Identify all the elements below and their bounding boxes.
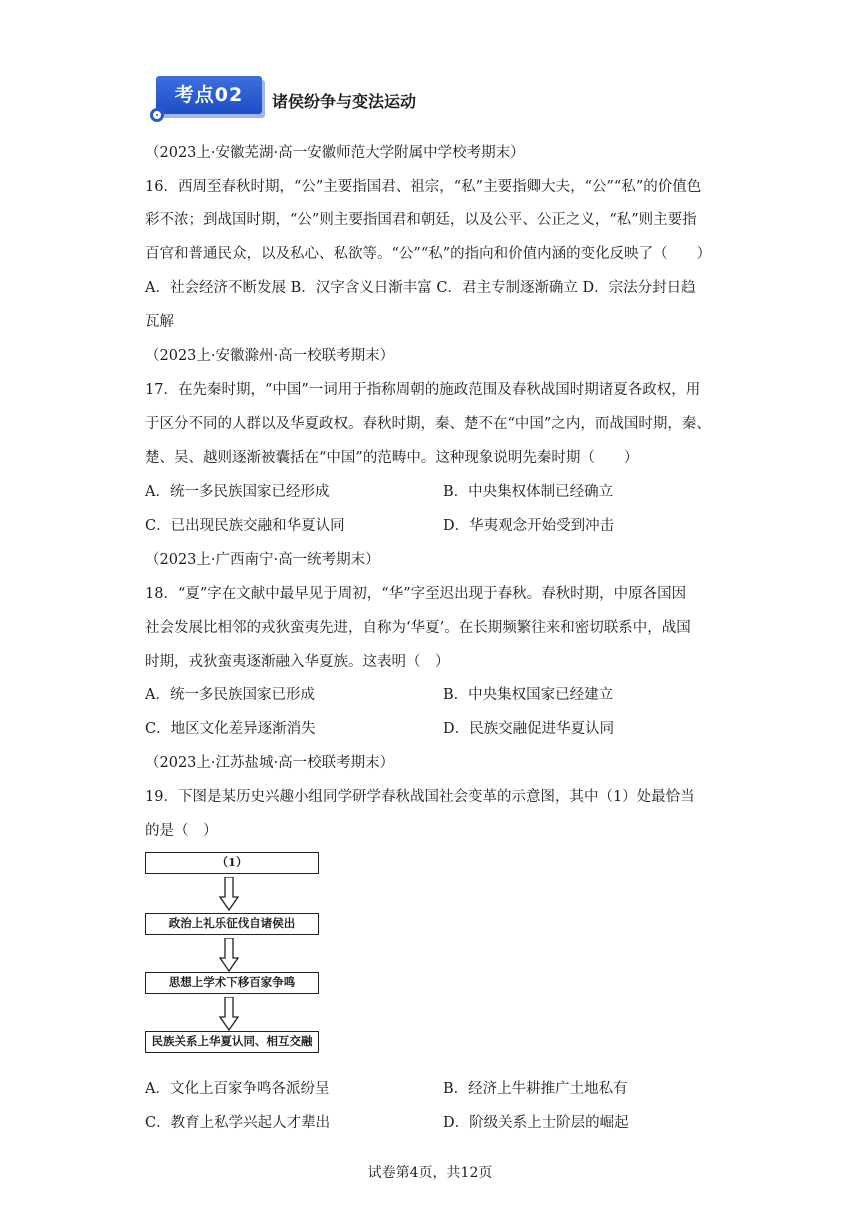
q19-option-d: D．阶级关系上士阶层的崛起 bbox=[443, 1115, 629, 1131]
q18-stem-line-3: 时期，戎狄蛮夷逐渐融入华夏族。这表明（ ） bbox=[145, 654, 450, 670]
q17-stem-line-1: 17．在先秦时期，“中国”一词用于指称周朝的施政范围及春秋战国时期诸夏各政权，用 bbox=[145, 382, 701, 398]
diagram-box-1: （1） bbox=[145, 852, 319, 874]
badge-dot-icon bbox=[150, 108, 164, 122]
q18-stem-line-1: 18．“夏”字在文献中最早见于周初，“华”字至迟出现于春秋。春秋时期，中原各国因 bbox=[145, 586, 687, 602]
q19-option-b: B．经济上牛耕推广土地私有 bbox=[443, 1081, 628, 1097]
diagram-box-3: 思想上学术下移百家争鸣 bbox=[145, 972, 319, 994]
q18-option-a: A．统一多民族国家已形成 bbox=[145, 687, 315, 703]
q16-stem-line-1: 16．西周至春秋时期，“公”主要指国君、祖宗，“私”主要指卿大夫，“公”“私”的价值色 bbox=[145, 179, 702, 195]
q17-option-b: B．中央集权体制已经确立 bbox=[443, 484, 614, 500]
q16-source: （2023上·安徽芜湖·高一安徽师范大学附属中学校考期末） bbox=[145, 145, 525, 161]
q17-option-c: C．已出现民族交融和华夏认同 bbox=[145, 518, 345, 534]
q18-option-d: D．民族交融促进华夏认同 bbox=[443, 721, 615, 737]
q17-stem-line-2: 于区分不同的人群以及华夏政权。春秋时期，秦、楚不在“中国”之内，而战国时期，秦、 bbox=[145, 416, 711, 432]
q17-option-a: A．统一多民族国家已经形成 bbox=[145, 484, 330, 500]
q16-stem-line-3: 百官和普通民众，以及私心、私欲等。“公”“私”的指向和价值内涵的变化反映了（ ） bbox=[145, 246, 712, 262]
q17-option-d: D．华夷观念开始受到冲击 bbox=[443, 518, 615, 534]
flow-diagram bbox=[145, 852, 321, 1057]
q17-source: （2023上·安徽滁州·高一校联考期末） bbox=[145, 348, 395, 364]
page-footer: 试卷第4页，共12页 bbox=[367, 1165, 493, 1181]
q18-option-c: C．地区文化差异逐渐消失 bbox=[145, 721, 316, 737]
q16-options: A．社会经济不断发展 B．汉字含义日渐丰富 C．君主专制逐渐确立 D．宗法分封日趋 bbox=[145, 280, 696, 296]
q18-option-b: B．中央集权国家已经建立 bbox=[443, 687, 614, 703]
q19-stem-line-1: 19．下图是某历史兴趣小组同学研学春秋战国社会变革的示意图，其中（1）处最恰当 bbox=[145, 789, 695, 805]
q18-source: （2023上·广西南宁·高一统考期末） bbox=[145, 552, 380, 568]
q19-option-a: A．文化上百家争鸣各派纷呈 bbox=[145, 1081, 330, 1097]
q16-stem-line-2: 彩不浓；到战国时期，“公”则主要指国君和朝廷，以及公平、公正之义，“私”则主要指 bbox=[145, 212, 697, 228]
section-title: 诸侯纷争与变法运动 bbox=[272, 92, 417, 111]
q19-option-c: C．教育上私学兴起人才辈出 bbox=[145, 1115, 331, 1131]
down-arrow-icon bbox=[219, 877, 239, 911]
down-arrow-icon bbox=[219, 938, 239, 972]
q16-options-cont: 瓦解 bbox=[145, 314, 174, 330]
diagram-box-4: 民族关系上华夏认同、相互交融 bbox=[145, 1031, 319, 1053]
section-badge bbox=[150, 74, 264, 124]
diagram-box-2: 政治上礼乐征伐自诸侯出 bbox=[145, 913, 319, 935]
q18-stem-line-2: 社会发展比相邻的戎狄蛮夷先进，自称为‘华夏’。在长期频繁往来和密切联系中，战国 bbox=[145, 620, 691, 636]
q17-stem-line-3: 楚、吴、越则逐渐被囊括在“中国”的范畴中。这种现象说明先秦时期（ ） bbox=[145, 450, 639, 466]
down-arrow-icon bbox=[219, 997, 239, 1031]
q19-source: （2023上·江苏盐城·高一校联考期末） bbox=[145, 755, 395, 771]
badge-label: 考点02 bbox=[156, 76, 262, 114]
q19-stem-line-2: 的是（ ） bbox=[145, 823, 218, 839]
